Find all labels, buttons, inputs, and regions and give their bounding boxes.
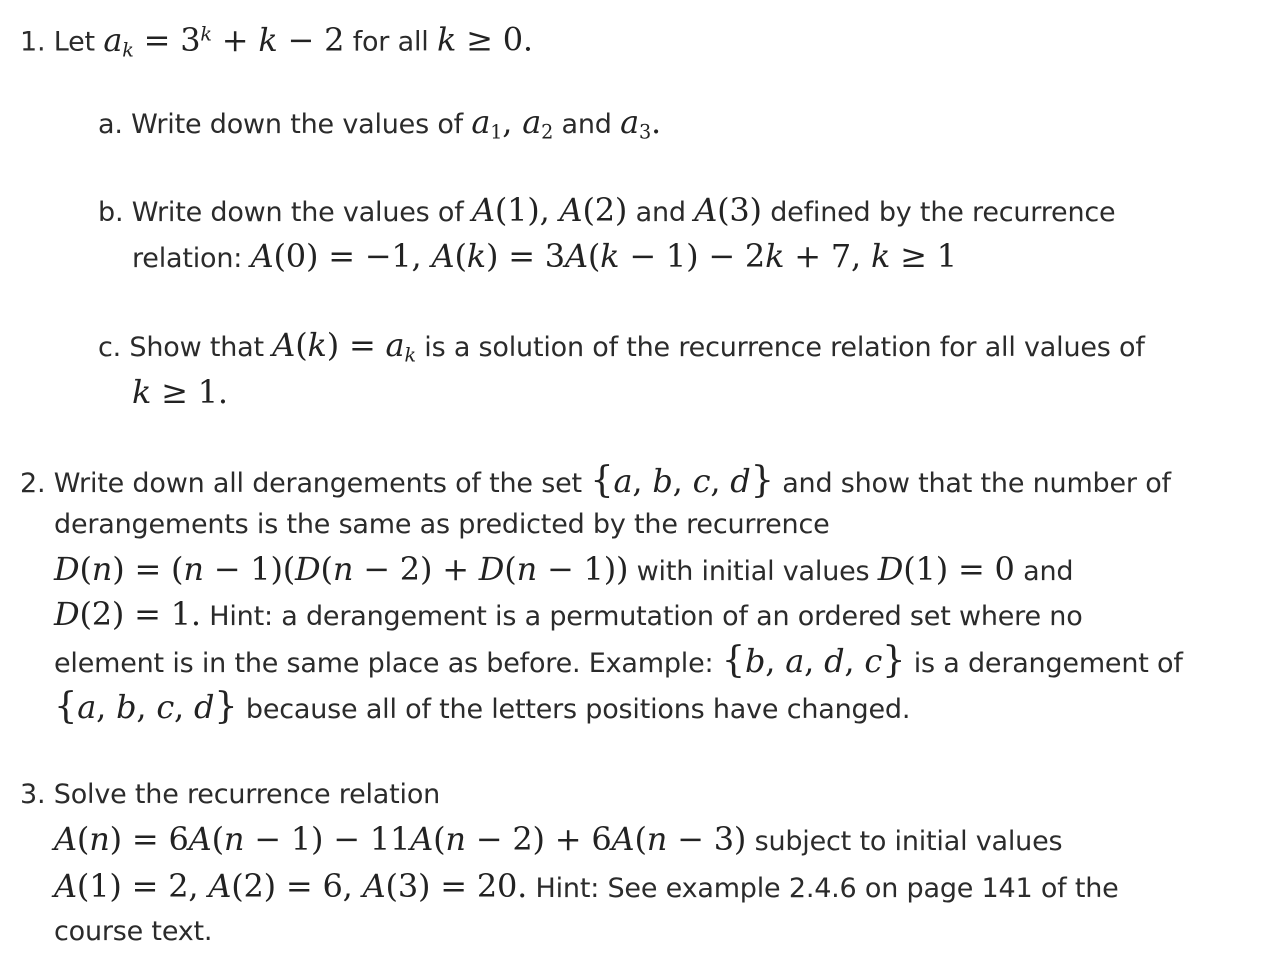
q3-text-3: Hint: See example 2.4.6 on page 141 of the	[535, 873, 1119, 904]
q1b-line1	[98, 190, 1115, 233]
q3-line1	[20, 775, 440, 815]
q1a-and: and	[561, 109, 612, 140]
q3-text-2: subject to initial values	[754, 826, 1063, 857]
q1-intro-text-2: for all	[352, 26, 429, 58]
q2-math-set: {a, b, c, d}	[590, 458, 774, 501]
q2-math-init2: D(2) = 1.	[54, 595, 201, 633]
q3-line2	[54, 819, 1062, 862]
q1b-line2	[132, 236, 957, 279]
q1c-math-equation: $A(k) = a_k$	[272, 326, 416, 367]
q1-number: 1.	[20, 26, 46, 58]
q1b-math-values: A(1), A(2)	[471, 191, 628, 229]
q2-text-5: and	[1023, 556, 1074, 587]
q2-math-set-2: {a, b, c, d}	[54, 684, 238, 727]
q3-line4	[54, 912, 212, 952]
q2-line6	[54, 686, 910, 730]
q2-text-3: derangements is the same as predicted by the recurrence	[54, 509, 830, 540]
q2-text-6: Hint: a derangement is a permutation of an ordered set where no	[209, 601, 1083, 632]
q1c-line1	[98, 325, 1145, 375]
q2-text-9: because all of the letters positions have changed.	[245, 694, 911, 725]
q2-line4	[54, 594, 1083, 637]
q3-math-recurrence: A(n) = 6A(n − 1) − 11A(n − 2) + 6A(n − 3)	[54, 820, 747, 858]
q1c-text: Show that	[129, 332, 264, 363]
q1a-math-terms: $a_1$, $a_2$	[471, 103, 554, 144]
q1b-label: b.	[98, 197, 124, 228]
q2-text-8: is a derangement of	[913, 648, 1183, 679]
q3-text-4: course text.	[54, 916, 213, 947]
q2-math-example: {b, a, d, c}	[721, 638, 906, 681]
q1-intro-text: Let	[53, 26, 95, 58]
q3-math-initial-values: A(1) = 2, A(2) = 6, A(3) = 20.	[54, 867, 528, 905]
q1a-math-term3: $a_3$.	[620, 103, 661, 144]
q2-math-init1: D(1) = 0	[877, 550, 1015, 588]
q2-math-recurrence: D(n) = (n − 1)(D(n − 2) + D(n − 1))	[54, 550, 629, 588]
q2-line3	[54, 549, 1073, 592]
q1a-text: Write down the values of	[131, 109, 463, 140]
q2-line5	[54, 640, 1183, 684]
q1b-text: Write down the values of	[131, 197, 464, 228]
q1c-line2	[132, 372, 228, 415]
q1-sequence-definition: $a_k = 3^k + k - 2$	[103, 20, 345, 61]
q1b-math-value3: A(3)	[694, 191, 762, 229]
q1-statement	[20, 14, 533, 70]
q1a	[98, 102, 661, 152]
q1b-recurrence: A(0) = −1, A(k) = 3A(k − 1) − 2k + 7, k ≥ 1	[250, 237, 957, 275]
q1c-text-2: is a solution of the recurrence relation for all values of	[424, 332, 1145, 363]
q1b-relation-label: relation:	[132, 243, 243, 274]
q1c-math-domain: k ≥ 1.	[132, 373, 228, 411]
q3-text-1: Solve the recurrence relation	[53, 779, 441, 810]
q2-text-2: and show that the number of	[782, 468, 1171, 499]
q1a-label: a.	[98, 109, 123, 140]
q1c-label: c.	[98, 332, 122, 363]
q1-domain: k ≥ 0.	[436, 20, 533, 59]
q2-text-1: Write down all derangements of the set	[53, 468, 582, 499]
q2-text-7: element is in the same place as before. Example:	[54, 648, 714, 679]
q3-number: 3.	[20, 779, 46, 810]
q1b-text-3: defined by the recurrence	[770, 197, 1116, 228]
q3-line3	[54, 866, 1119, 909]
q2-number: 2.	[20, 468, 46, 499]
q2-line2	[54, 505, 830, 545]
q2-text-4: with initial values	[636, 556, 870, 587]
q1b-and: and	[635, 197, 686, 228]
q2-line1	[20, 460, 1171, 504]
